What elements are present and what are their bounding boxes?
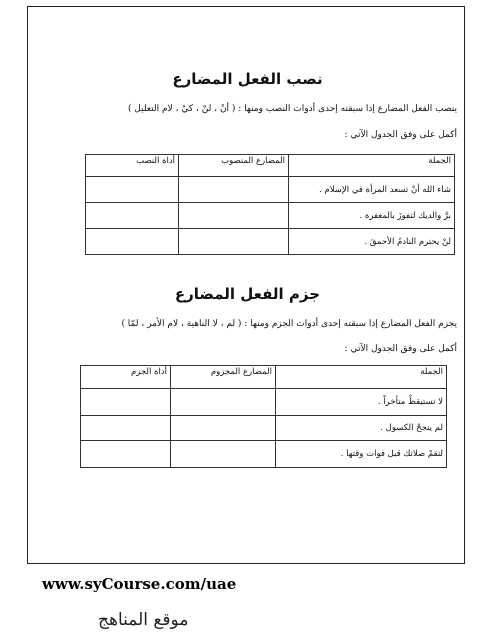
sentence-cell: لا تستيقظْ متأخراً . <box>276 389 447 416</box>
answer-verb-cell[interactable] <box>179 177 289 203</box>
section1-title: نصب الفعل المضارع <box>172 70 323 88</box>
header-tool: أداة النصب <box>86 155 179 177</box>
sentence-cell: لنْ يحترم النادمُ الأحمقَ . <box>289 229 455 255</box>
section2-instruction: أكمل على وفق الجدول الآتي : <box>344 344 457 354</box>
table-header-row <box>81 366 447 389</box>
answer-verb-cell[interactable] <box>179 203 289 229</box>
footer-site-name: موقع المناهج <box>98 610 189 630</box>
table-row <box>86 177 455 203</box>
answer-tool-cell[interactable] <box>86 177 179 203</box>
answer-tool-cell[interactable] <box>81 416 171 441</box>
table-row <box>81 416 447 441</box>
header-sentence: الجملة <box>289 155 455 177</box>
answer-verb-cell[interactable] <box>179 229 289 255</box>
answer-verb-cell[interactable] <box>171 389 276 416</box>
header-sentence: الجملة <box>276 366 447 389</box>
section1-intro: ينصب الفعل المضارع إذا سبقته إحدى أدوات النصب ومنها : ( أنْ ، لنْ ، كيْ ، لام التعليل ) <box>127 104 457 114</box>
table-row <box>86 203 455 229</box>
section2-title: جزم الفعل المضارع <box>174 285 321 303</box>
section1-instruction: أكمل على وفق الجدول الآتي : <box>344 130 457 140</box>
header-tool: أداة الجزم <box>81 366 171 389</box>
answer-verb-cell[interactable] <box>171 416 276 441</box>
table-row <box>81 389 447 416</box>
answer-verb-cell[interactable] <box>171 441 276 468</box>
sentence-cell: لم ينجحْ الكسول . <box>276 416 447 441</box>
header-verb: المضارع المنصوب <box>179 155 289 177</box>
answer-tool-cell[interactable] <box>81 441 171 468</box>
table-header-row <box>86 155 455 177</box>
sentence-cell: برَّ والديك لتفوزَ بالمغفرة . <box>289 203 455 229</box>
sentence-cell: شاء الله أنْ تسعد المرأة في الإسلام . <box>289 177 455 203</box>
section2-table <box>80 365 447 468</box>
footer-url-link[interactable]: www.syCourse.com/uae <box>42 575 237 593</box>
table-row <box>81 441 447 468</box>
table-row <box>86 229 455 255</box>
header-verb: المضارع المجزوم <box>171 366 276 389</box>
section2-intro: يجزم الفعل المضارع إذا سبقته إحدى أدوات الجزم ومنها : ( لم ، لا الناهية ، لام الأمر ، لمّا ) <box>121 319 457 329</box>
section1-table <box>85 154 455 255</box>
answer-tool-cell[interactable] <box>86 229 179 255</box>
answer-tool-cell[interactable] <box>81 389 171 416</box>
answer-tool-cell[interactable] <box>86 203 179 229</box>
sentence-cell: لتقمْ صلاتك قبل فوات وقتها . <box>276 441 447 468</box>
